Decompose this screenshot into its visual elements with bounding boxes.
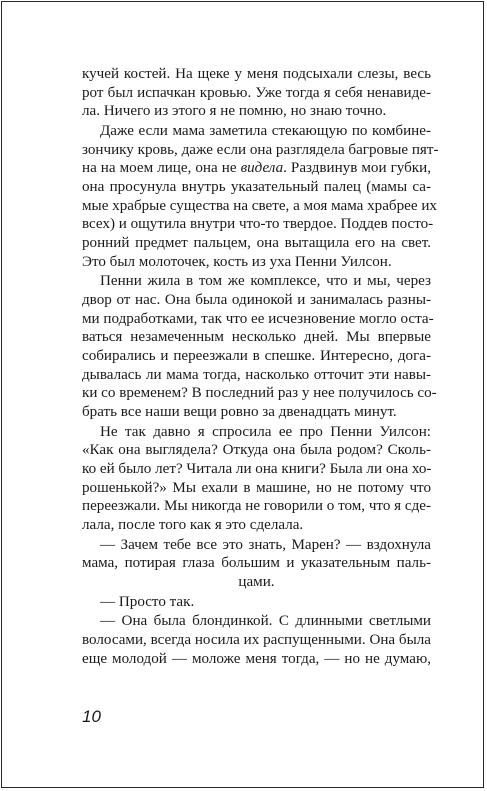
page-number: 10 [82, 707, 101, 726]
text-line: ла. Ничего из этого я не помню, но знаю точно. [82, 103, 387, 120]
text-line: Это был молоточек, кость из уха Пенни Уилсон. [82, 253, 392, 270]
text-line: зончику кровь, даже если она разглядела багровые пят- [82, 141, 439, 158]
text-line: «Как она выглядела? Откуда она была родом? Сколь- [82, 442, 431, 459]
text-line: двор от нас. Она была одинокой и занималась разны- [82, 292, 431, 309]
text-line: всех) и ощутила внутри что-то твердое. Поддев посто- [82, 216, 434, 233]
text-line: кучей костей. На щеке у меня подсыхали слезы, весь [82, 66, 431, 82]
text-line: ронний предмет пальцем, она вытащила его на свет. [82, 235, 431, 252]
text-line: Не так давно я спросила ее про Пенни Уилсон: [100, 423, 431, 440]
text-line: лала, после того как я это сделала. [82, 517, 304, 534]
text-line: переезжали. Мы никогда не говорили о том, что я сде- [82, 498, 431, 515]
text-line: ми подработками, так что ее исчезновение могло оста- [82, 310, 434, 327]
text-line: волосами, всегда носила их распущенными. Она была [82, 631, 431, 648]
text-line: ваться незамеченным несколько дней. Мы впервые [82, 329, 431, 346]
text-line: Пенни жила в том же комплексе, что и мы, через [100, 273, 431, 290]
text-line: мые храбрые существа на свете, а моя мама храбрее их [82, 197, 437, 214]
text-line: — Зачем тебе все это знать, Марен? — вздохнула [100, 536, 431, 553]
text-line: ки со временем? В последний раз у нее получилось со- [82, 385, 437, 402]
text-line: — Она была блондинкой. С длинными светлыми [100, 613, 431, 630]
text-line: дывалась ли мама тогда, насколько отточит эти навы- [82, 366, 431, 383]
text-line: на на моем лице, она не видела. Раздвинув мои губки, [82, 160, 431, 177]
text-line: собирались и переезжали в спешке. Интересно, дога- [82, 348, 431, 365]
text-line: мама, потирая глаза большим и указательным паль- [82, 555, 431, 572]
text-line: рот был испачкан кровью. Уже тогда я себя ненавиде- [82, 84, 431, 101]
text-line: еще молодой — моложе меня тогда, — но не думаю, [82, 650, 431, 667]
text-line: рошенькой?» Мы ехали в машине, но не потому что [82, 479, 431, 496]
body-text [82, 65, 439, 668]
text-line: ко ей было лет? Читала ли она книги? Была ли она хо- [82, 461, 432, 478]
text-line: Даже если мама заметила стекающую по комбине- [100, 122, 431, 139]
text-line: брать все наши вещи ровно за двенадцать минут. [82, 404, 397, 421]
text-line: она просунула внутрь указательный палец (мамы са- [82, 179, 431, 196]
text-line: — Просто так. [100, 593, 195, 610]
text-line: цами. [238, 574, 275, 591]
